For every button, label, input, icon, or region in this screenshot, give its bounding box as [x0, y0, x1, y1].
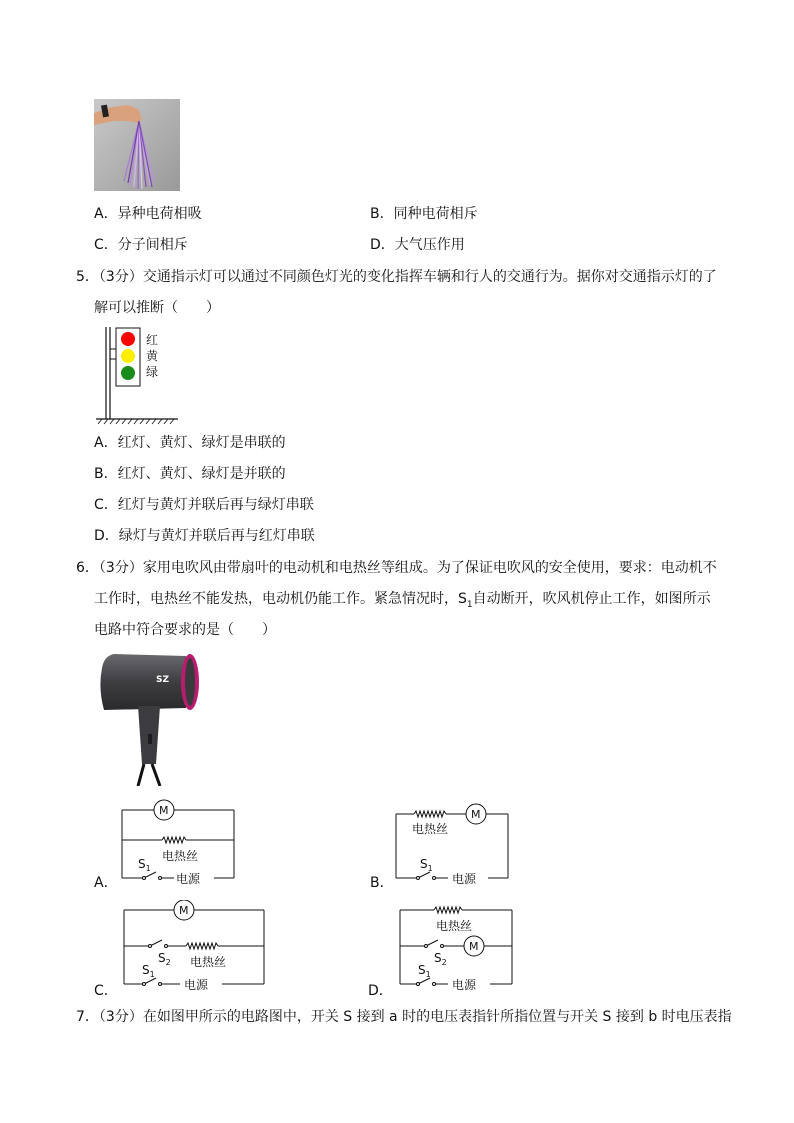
power-label: 电源 [176, 872, 201, 886]
q4-option-a: A．异种电荷相吸 [94, 206, 202, 222]
power-label: 电源 [452, 978, 477, 992]
motor-label: M [179, 904, 189, 917]
switch-s2-label: $S_2$ [158, 951, 171, 967]
circuit-b [392, 800, 514, 888]
hair-dryer-photo [94, 648, 204, 786]
switch-s1-label: $S_1$ [420, 857, 433, 873]
q5-option-a: A．红灯、黄灯、绿灯是串联的 [94, 435, 286, 451]
heater-label: 电热丝 [436, 919, 473, 933]
motor-label: M [469, 940, 479, 953]
traffic-light-diagram [94, 325, 184, 425]
q6-option-a-label: A． [94, 875, 118, 891]
motor-label: M [159, 804, 169, 817]
q7-stem-line1: 7．（3分）在如图甲所示的电路图中，开关 S 接到 a 时的电压表指针所指位置与开关 S 接到 b 时电压表指 [76, 1009, 732, 1025]
q6-stem-line1: 6．（3分）家用电吹风由带扇叶的电动机和电热丝等组成。为了保证电吹风的安全使用，要求：电动机不 [76, 560, 717, 576]
heater-label: 电热丝 [190, 955, 227, 969]
q5-option-b: B．红灯、黄灯、绿灯是并联的 [94, 466, 286, 482]
q6-option-d-label: D． [368, 983, 393, 999]
power-label: 电源 [184, 978, 209, 992]
switch-s1-label: $S_1$ [138, 857, 151, 873]
power-label: 电源 [452, 872, 477, 886]
label-red: 红 [146, 333, 159, 347]
q5-option-c: C．红灯与黄灯并联后再与绿灯串联 [94, 497, 314, 513]
switch-s1-label: $S_1$ [142, 963, 155, 979]
charged-strips-photo [94, 99, 180, 191]
green-light [121, 366, 135, 380]
switch-s2-label: $S_2$ [434, 951, 447, 967]
q6-stem-line3: 电路中符合要求的是（ ） [94, 622, 276, 638]
q6-option-b-label: B． [370, 875, 394, 891]
circuit-d [394, 900, 518, 996]
circuit-a [118, 798, 240, 888]
q4-option-c: C．分子间相斥 [94, 237, 188, 253]
heater-label: 电热丝 [412, 822, 449, 836]
q4-option-b: B．同种电荷相斥 [370, 206, 478, 222]
dryer-logo: SZ [156, 675, 170, 685]
q4-option-d: D．大气压作用 [370, 237, 465, 253]
label-yellow: 黄 [146, 349, 159, 363]
q6-option-c-label: C． [94, 983, 118, 999]
q6-stem-line2: 工作时，电热丝不能发热，电动机仍能工作。紧急情况时，$S_1$自动断开，吹风机停止工作，如图所示 [94, 591, 711, 610]
heater-label: 电热丝 [162, 849, 199, 863]
red-light [121, 332, 135, 346]
circuit-c [118, 900, 268, 996]
motor-label: M [471, 808, 481, 821]
q5-stem-line2: 解可以推断（ ） [94, 300, 220, 316]
switch-s1-label: $S_1$ [418, 963, 431, 979]
q5-option-d: D．绿灯与黄灯并联后再与红灯串联 [94, 528, 315, 544]
q5-stem-line1: 5．（3分）交通指示灯可以通过不同颜色灯光的变化指挥车辆和行人的交通行为。据你对交通指示灯的了 [76, 269, 717, 285]
label-green: 绿 [146, 365, 159, 379]
yellow-light [121, 349, 135, 363]
